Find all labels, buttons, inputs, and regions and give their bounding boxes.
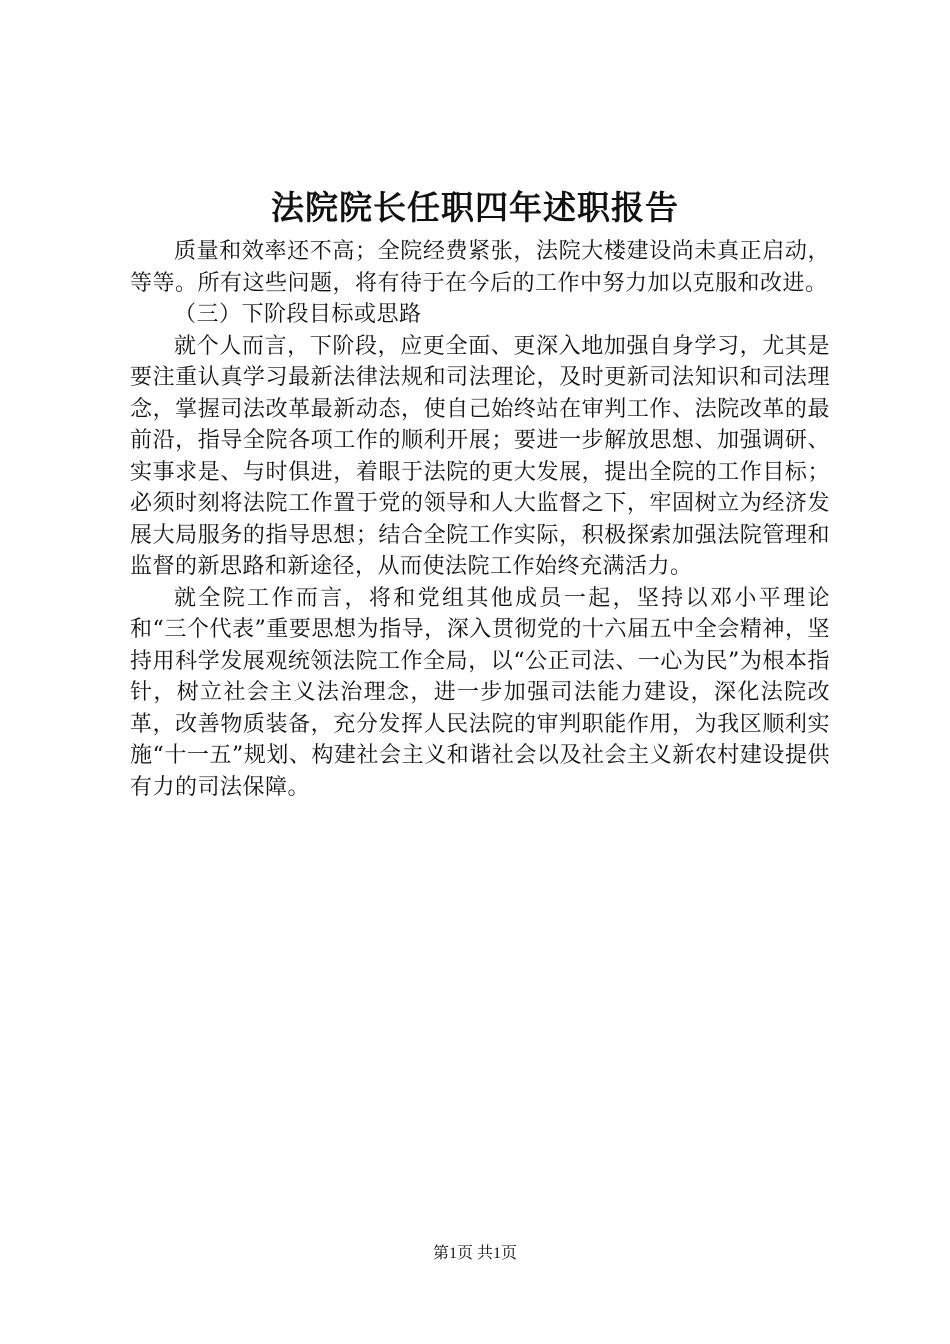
page-number-footer: 第1页 共1页 — [432, 1245, 517, 1262]
paragraph-court-goals: 就全院工作而言，将和党组其他成员一起，坚持以邓小平理论和“三个代表”重要思想为指导，深入贯彻党的十六届五中全会精神，坚持用科学发展观统领法院工作全局，以“公正司法、一心为民”为根本指针，树立社会主义法治理念，进一步加强司法能力建设，深化法院改革，改善物质装备，充分发挥人民法院的审判职能作用，为我区顺利实施“十一五”规划、构建社会主义和谐社会以及社会主义新农村建设提供有力的司法保障。 — [130, 585, 830, 800]
document-title: 法院院长任职四年述职报告 — [271, 188, 679, 227]
section-heading: （三）下阶段目标或思路 — [174, 302, 422, 327]
document-body — [130, 236, 830, 803]
paragraph-problems: 质量和效率还不高；全院经费紧张，法院大楼建设尚未真正启动，等等。所有这些问题，将有待于在今后的工作中努力加以克服和改进。 — [130, 239, 830, 296]
paragraph-personal-goals: 就个人而言，下阶段，应更全面、更深入地加强自身学习，尤其是要注重认真学习最新法律法规和司法理论，及时更新司法知识和司法理念，掌握司法改革最新动态，使自己始终站在审判工作、法院改革的最前沿，指导全院各项工作的顺利开展；要进一步解放思想、加强调研、实事求是、与时俱进，着眼于法院的更大发展，提出全院的工作目标；必须时刻将法院工作置于党的领导和人大监督之下，牢固树立为经济发展大局服务的指导思想；结合全院工作实际，积极探索加强法院管理和监督的新思路和新途径，从而使法院工作始终充满活力。 — [130, 333, 830, 579]
